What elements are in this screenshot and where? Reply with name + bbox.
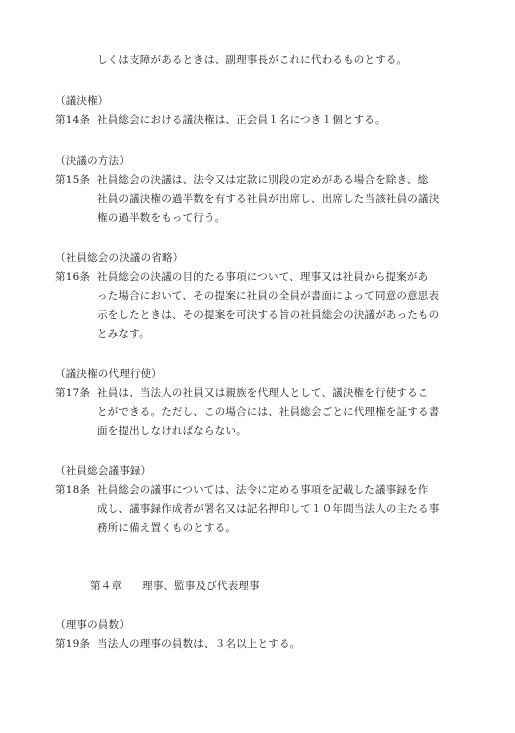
section-heading-resolution-method: （決議の方法） <box>55 155 130 167</box>
article-text-line: 面を提出しなければならない。 <box>97 425 247 437</box>
section-heading-voting-rights: （議決権） <box>55 95 109 107</box>
article-number: 第15条 <box>55 174 91 186</box>
article-text: 社員総会の議事については、法令に定める事項を記載した議事録を作 <box>97 484 429 496</box>
article-text-line: 成し、議事録作成者が署名又は記名押印して１０年間当法人の主たる事 <box>97 503 440 515</box>
article-text-line: 権の過半数をもって行う。 <box>97 212 226 224</box>
article-19 <box>55 636 300 651</box>
section-heading-resolution-omission: （社員総会の決議の省略） <box>55 252 184 264</box>
article-17 <box>55 385 429 400</box>
article-16 <box>55 269 428 284</box>
article-text: 社員総会の決議の目的たる事項について、理事又は社員から提案があ <box>97 271 429 283</box>
article-text-line: とができる。ただし、この場合には、社員総会ごとに代理権を証する書 <box>97 406 440 418</box>
article-text: 当法人の理事の員数は、３名以上とする。 <box>97 638 301 650</box>
article-number: 第16条 <box>55 271 91 283</box>
article-18 <box>55 482 429 497</box>
article-number: 第17条 <box>55 387 91 399</box>
article-14 <box>55 112 386 127</box>
section-heading-number-of-directors: （理事の員数） <box>55 619 130 631</box>
article-text: 社員は、当法人の社員又は親族を代理人として、議決権を行使するこ <box>97 387 429 399</box>
article-text: 社員総会の決議は、法令又は定款に別段の定めがある場合を除き、総 <box>97 174 429 186</box>
section-heading-meeting-minutes: （社員総会議事録） <box>55 465 152 477</box>
article-number: 第19条 <box>55 638 91 650</box>
article-text-line: 示をしたときは、その提案を可決する旨の社員総会の決議があったもの <box>97 309 440 321</box>
chapter-heading <box>90 578 260 593</box>
article-text-line: った場合において、その提案に社員の全員が書面によって同意の意思表 <box>97 290 440 302</box>
article-15 <box>55 172 428 187</box>
article-number: 第14条 <box>55 114 91 126</box>
section-heading-proxy-voting: （議決権の代理行使） <box>55 368 162 380</box>
article-number: 第18条 <box>55 484 91 496</box>
article-text-line: とみなす。 <box>97 328 150 340</box>
article-text: 社員総会における議決権は、正会員１名につき１個とする。 <box>97 114 386 126</box>
article-text-line: 社員の議決権の過半数を有する社員が出席し、出席した当該社員の議決 <box>97 193 440 205</box>
chapter-title: 理事、監事及び代表理事 <box>142 580 260 592</box>
continuation-line: しくは支障があるときは、副理事長がこれに代わるものとする。 <box>97 54 408 66</box>
chapter-number: 第４章 <box>90 580 123 592</box>
article-text-line: 務所に備え置くものとする。 <box>97 522 237 534</box>
